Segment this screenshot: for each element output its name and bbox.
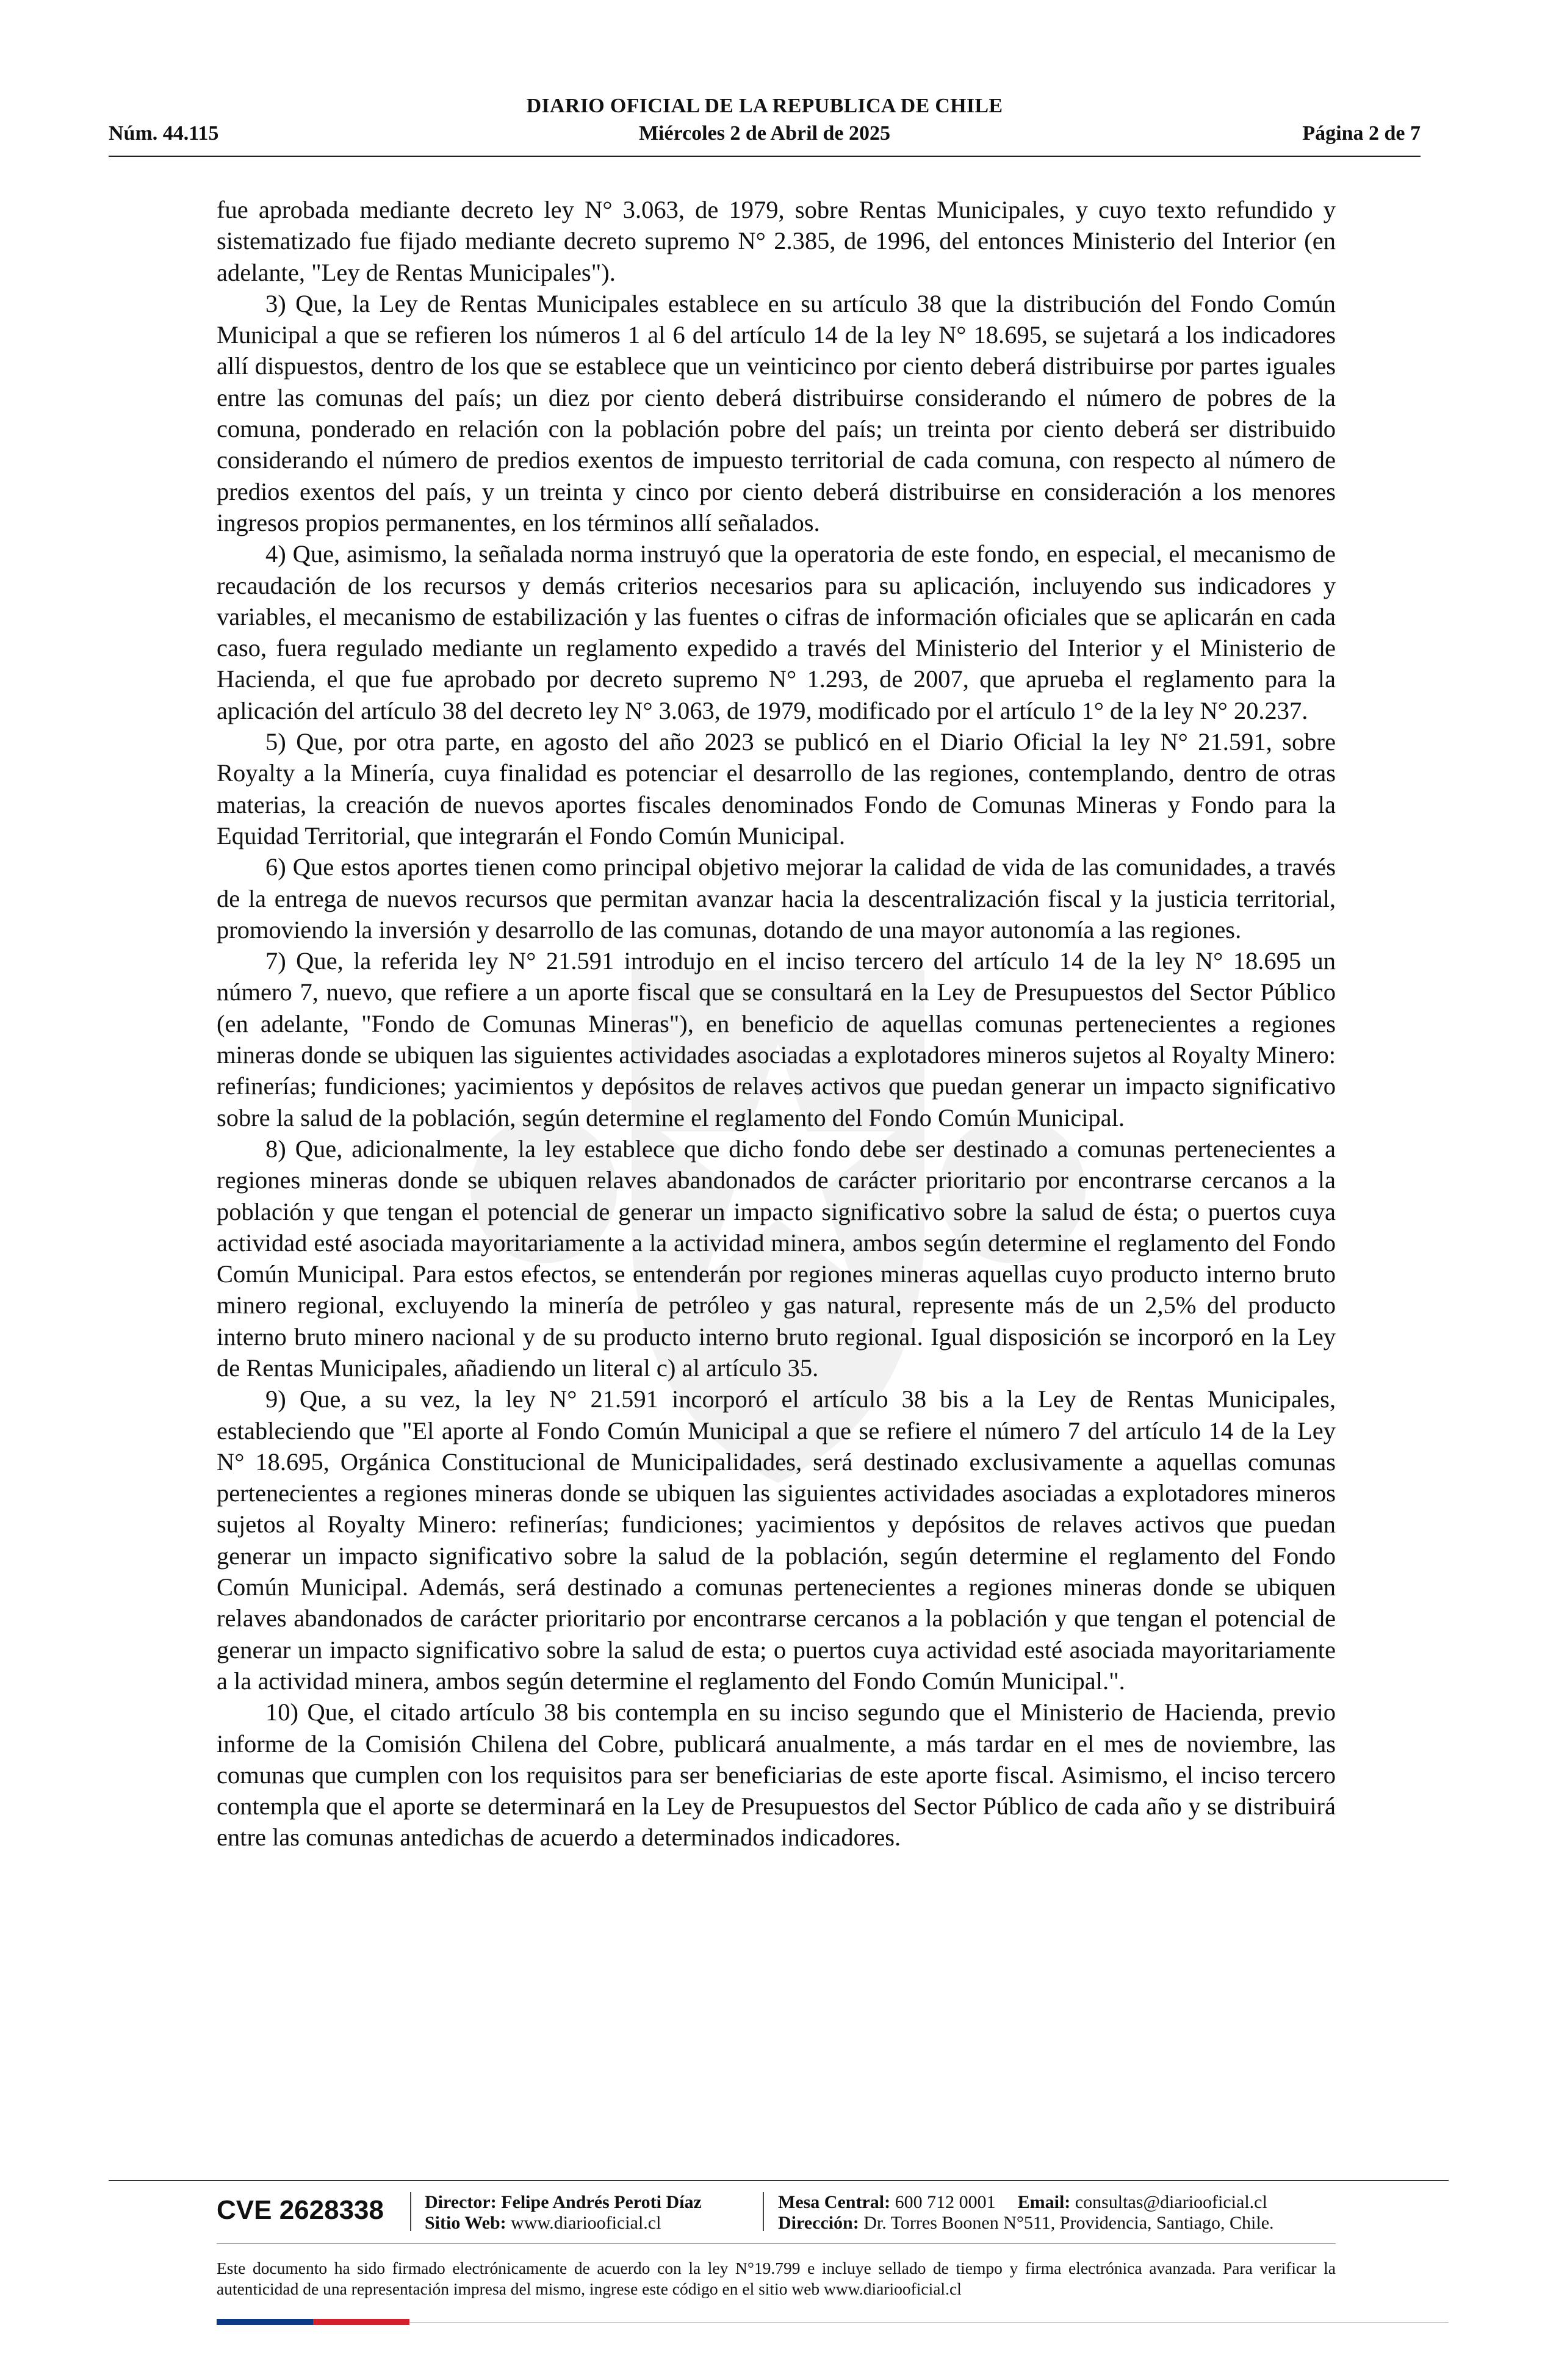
paragraph: 7) Que, la referida ley N° 21.591 introdujo en el inciso tercero del artículo 14 de la ley N° 18.695 un número 7, nuevo, que refiere a un aporte fiscal que se consultará en la Ley de Presupuestos del Sector Público (en adelante, "Fondo de Comunas Mineras"), en beneficio de aquellas comunas pertenecientes a regiones mineras donde se ubiquen las siguientes actividades asociadas a explotadores mineros sujetos al Royalty Minero: refinerías; fundiciones; yacimientos y depósitos de relaves activos que puedan generar un impacto significativo sobre la salud de la población, según determine el reglamento del Fondo Común Municipal. [217, 947, 1336, 1131]
chile-flag-stripe [217, 2319, 409, 2325]
footer-separator [410, 2192, 411, 2231]
paragraph: 4) Que, asimismo, la señalada norma instruyó que la operatoria de este fondo, en especial, el mecanismo de recaudación de los recursos y demás criterios necesarios para su aplicación, incluyendo sus indicadores y variables, el mecanismo de estabilización y las fuentes o cifras de información oficiales que se aplicarán en cada caso, fuera regulado mediante un reglamento expedido a través del Ministerio del Interior y el Ministerio de Hacienda, el que fue aprobado por decreto supremo N° 1.293, de 2007, que aprueba el reglamento para la aplicación del artículo 38 del decreto ley N° 3.063, de 1979, modificado por el artículo 1° de la ley N° 20.237. [217, 540, 1336, 724]
issue-date: Miércoles 2 de Abril de 2025 [638, 122, 891, 145]
footer-separator [763, 2192, 764, 2231]
footer-director-block [425, 2192, 702, 2234]
paragraph: 6) Que estos aportes tienen como principal objetivo mejorar la calidad de vida de las comunidades, a través de la entrega de nuevos recursos que permitan avanzar hacia la descentralización fiscal y la justicia territorial, promoviendo la inversión y desarrollo de las comunas, dotando de una mayor autonomía a las regiones. [217, 853, 1336, 943]
paragraph: 10) Que, el citado artículo 38 bis contempla en su inciso segundo que el Ministerio de Hacienda, previo informe de la Comisión Chilena del Cobre, publicará anualmente, a más tardar en el mes de noviembre, las comunas que cumplen con los requisitos para ser beneficiarias de este aporte fiscal. Asimismo, el inciso tercero contempla que el aporte se determinará en la Ley de Presupuestos del Sector Público de cada año y se distribuirá entre las comunas antedichas de acuerdo a determinados indicadores. [217, 1698, 1336, 1852]
footer-divider-thin [217, 2243, 1336, 2244]
footer-bottom-rule [409, 2322, 1449, 2323]
cve-code: CVE 2628338 [217, 2195, 384, 2225]
phone-value: 600 712 0001 [895, 2192, 996, 2212]
flag-red-segment [313, 2319, 409, 2325]
paragraph: 5) Que, por otra parte, en agosto del año 2023 se publicó en el Diario Oficial la ley N° 21.591, sobre Royalty a la Minería, cuya finalidad es potenciar el desarrollo de las regiones, contemplando, dentro de otras materias, la creación de nuevos aportes fiscales denominados Fondo de Comunas Mineras y Fondo para la Equidad Territorial, que integrarán el Fondo Común Municipal. [217, 728, 1336, 849]
header-divider [109, 156, 1421, 157]
address-value: Dr. Torres Boonen N°511, Providencia, Santiago, Chile. [863, 2213, 1274, 2233]
paragraph: 8) Que, adicionalmente, la ley establece que dicho fondo debe ser destinado a comunas pertenecientes a regiones mineras donde se ubiquen relaves abandonados de carácter prioritario por encontrarse cercanos a la población y que tengan el potencial de generar un impacto significativo sobre la salud de ésta; o puertos cuya actividad esté asociada mayoritariamente a la actividad minera, ambos según determine el reglamento del Fondo Común Municipal. Para estos efectos, se entenderán por regiones mineras aquellas cuyo producto interno bruto minero regional, excluyendo la minería de petróleo y gas natural, represente más de un 2,5% del producto interno bruto minero nacional y de su producto interno bruto regional. Igual disposición se incorporó en la Ley de Rentas Municipales, añadiendo un literal c) al artículo 35. [217, 1134, 1336, 1382]
web-label: Sitio Web: [425, 2213, 506, 2233]
address-label: Dirección: [778, 2213, 859, 2233]
footer-contact-block [778, 2192, 1274, 2234]
document-body [217, 194, 1336, 1853]
email-link[interactable]: consultas@diariooficial.cl [1075, 2192, 1267, 2212]
phone-label: Mesa Central: [778, 2192, 891, 2212]
director-name: Felipe Andrés Peroti Díaz [501, 2192, 702, 2212]
publication-title: DIARIO OFICIAL DE LA REPUBLICA DE CHILE [526, 95, 1003, 117]
paragraph: 9) Que, a su vez, la ley N° 21.591 incorporó el artículo 38 bis a la Ley de Rentas Municipales, estableciendo que "El aporte al Fondo Común Municipal a que se refiere el número 7 del artículo 14 de la Ley N° 18.695, Orgánica Constitucional de Municipalidades, será destinado exclusivamente a aquellas comunas pertenecientes a regiones mineras donde se ubiquen las siguientes actividades asociadas a explotadores mineros sujetos al Royalty Minero: refinerías; fundiciones; yacimientos y depósitos de relaves activos que puedan generar un impacto significativo sobre la salud de la población, según determine el reglamento del Fondo Común Municipal. Además, será destinado a comunas pertenecientes a regiones mineras donde se ubiquen relaves abandonados de carácter prioritario por encontrarse cercanos a la población y que tengan el potencial de generar un impacto significativo sobre la salud de esta; o puertos cuya actividad esté asociada mayoritariamente a la actividad minera, ambos según determine el reglamento del Fondo Común Municipal.". [217, 1385, 1336, 1695]
paragraph: 3) Que, la Ley de Rentas Municipales establece en su artículo 38 que la distribución del Fondo Común Municipal a que se refieren los números 1 al 6 del artículo 14 de la ley N° 18.695, se sujetará a los indicadores allí dispuestos, dentro de los que se establece que un veinticinco por ciento deberá distribuirse por partes iguales entre las comunas del país; un diez por ciento deberá distribuirse considerando el número de pobres de la comuna, ponderado en relación con la población pobre del país; un treinta por ciento deberá ser distribuido considerando el número de predios exentos de impuesto territorial de cada comuna, con respecto al número de predios exentos del país, y un treinta y cinco por ciento deberá distribuirse en consideración a los menores ingresos propios permanentes, en los términos allí señalados. [217, 289, 1336, 536]
paragraph: fue aprobada mediante decreto ley N° 3.063, de 1979, sobre Rentas Municipales, y cuyo texto refundido y sistematizado fue fijado mediante decreto supremo N° 2.385, de 1996, del entonces Ministerio del Interior (en adelante, "Ley de Rentas Municipales"). [217, 196, 1336, 286]
page-number: Página 2 de 7 [1302, 122, 1421, 145]
footer-divider [109, 2180, 1449, 2181]
legal-notice: Este documento ha sido firmado electrónicamente de acuerdo con la ley N°19.799 e incluye sellado de tiempo y firma electrónica avanzada. Para verificar la autenticidad de una representación impresa del mismo, ingrese este código en el sitio web www.diariooficial.cl [217, 2259, 1336, 2298]
email-label: Email: [1017, 2192, 1071, 2212]
flag-blue-segment [217, 2319, 313, 2325]
director-label: Director: [425, 2192, 497, 2212]
issue-number: Núm. 44.115 [109, 122, 219, 145]
web-link[interactable]: www.diariooficial.cl [511, 2213, 661, 2233]
